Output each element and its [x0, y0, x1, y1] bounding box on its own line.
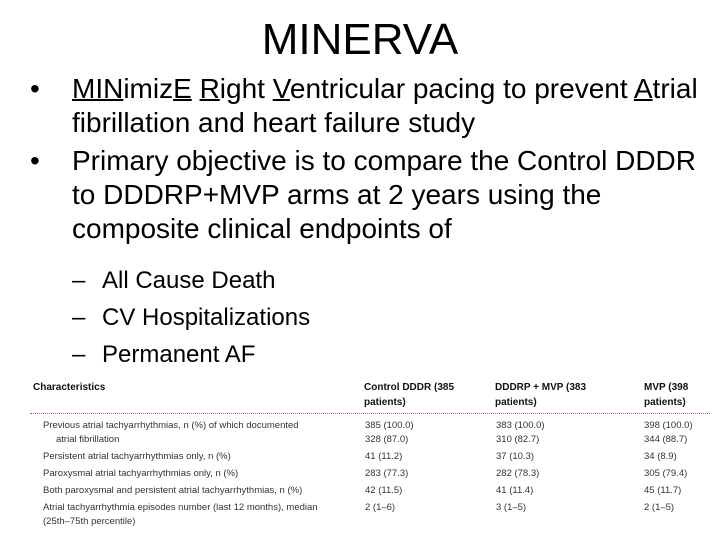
- bullet-study-name: [30, 72, 710, 140]
- table-row: Previous atrial tachyarrhythmias, n (%) of which documented 385 (100.0) 383 (100.0) 398 (100.0): [43, 420, 693, 431]
- table-row: Persistent atrial tachyarrhythmias only, n (%) 41 (11.2) 37 (10.3) 34 (8.9): [43, 451, 677, 462]
- endpoint-item: – CV Hospitalizations: [72, 304, 311, 331]
- table-row: Both paroxysmal and persistent atrial tachyarrhythmias, n (%) 42 (11.5) 41 (11.4) 45 (11.7): [43, 485, 682, 496]
- header-mvp: MVP (398 patients): [644, 382, 689, 408]
- study-name-text: MINimizE Right Ventricular pacing to prevent Atrial fibrillation and heart failure study: [72, 73, 698, 138]
- header-divider: [30, 413, 710, 414]
- row-label-continuation: (25th–75th percentile): [43, 516, 136, 527]
- table-row: atrial fibrillation 328 (87.0) 310 (82.7) 344 (88.7): [56, 434, 688, 445]
- bullet-marker: •: [30, 73, 40, 104]
- bullet-marker: •: [30, 145, 40, 176]
- slide-title: MINERVA: [261, 15, 459, 64]
- table-row: Atrial tachyarrhythmia episodes number (last 12 months), median 2 (1–6) 3 (1–5) 2 (1–5): [43, 502, 675, 513]
- bullet-list: [30, 72, 710, 246]
- header-characteristics: Characteristics: [33, 382, 106, 393]
- bullet-primary-objective: [30, 144, 710, 246]
- characteristics-table: [30, 376, 710, 540]
- table-row: Paroxysmal atrial tachyarrhythmias only, n (%) 283 (77.3) 282 (78.3) 305 (79.4): [43, 468, 688, 479]
- header-dddrp-mvp: DDDRP + MVP (383 patients): [495, 382, 587, 408]
- endpoint-item: – All Cause Death: [72, 267, 276, 294]
- primary-objective-text: Primary objective is to compare the Control DDDR to DDDRP+MVP arms at 2 years using the composite clinical endpoints of: [72, 145, 696, 244]
- endpoint-item: – Permanent AF: [72, 341, 256, 368]
- header-control-dddr: Control DDDR (385 patients): [364, 382, 455, 408]
- endpoint-list: [72, 262, 310, 373]
